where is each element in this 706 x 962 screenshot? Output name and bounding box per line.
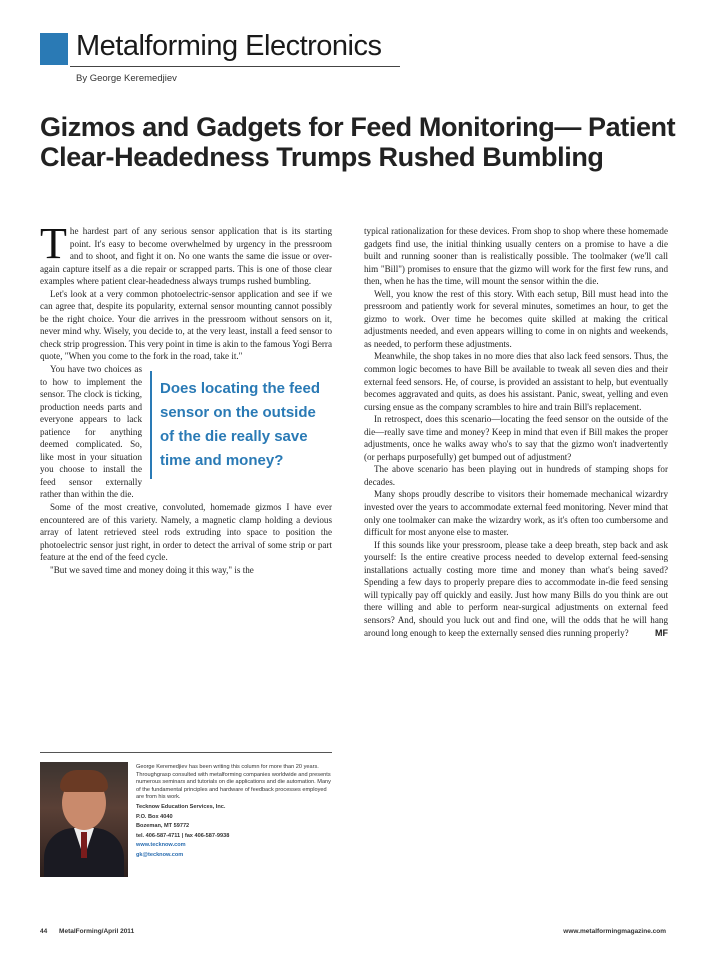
footer-folio — [40, 928, 144, 935]
footer-website[interactable]: www.metalformingmagazine.com — [563, 928, 666, 935]
section-title: Metalforming Electronics — [76, 30, 382, 62]
paragraph: The hardest part of any serious sensor application that is its starting point. It's easy to become overwhelmed by urgency in the pressroom and to shoot, and fight it on. No one wants the same die issue or over-again capture itself as a die repair or scrapped parts. This is one of those clear examples where patient clear-headedness always trumps rushed bumbling. — [40, 219, 332, 287]
page-number: 44 — [40, 928, 48, 935]
paragraph: typical rationalization for these devices. From shop to shop where these homemade gadgets find use, the initial thinking usually centers on a promise to have a die built and running sooner than is realistically possible. The toolmaker (we'll call him "Bill") promises to ensure that the gizmo will work for the first few runs, and then, when he has the time, will mount the sensor within the die. — [364, 226, 668, 287]
article-column-2 — [364, 225, 668, 639]
drop-cap: T — [40, 219, 67, 268]
author-photo — [40, 762, 128, 877]
section-rule — [70, 66, 400, 67]
article-headline: Gizmos and Gadgets for Feed Monitoring— Patient Clear-Headedness Trumps Rushed Bumbling — [40, 112, 676, 172]
bio-website-link[interactable]: www.tecknow.com — [136, 842, 186, 849]
bio-phone: tel. 406-587-4711 | fax 406-587-9938 — [136, 832, 230, 839]
paragraph: Well, you know the rest of this story. With each setup, Bill must head into the pressroom and patiently work for several minutes, sometimes an hour, to get the gizmo to work. Over time he becomes quite skilled at making the critical adjustments needed, and even appears willing to come in on nights and weekends, as needed, to perform these adjustments. — [364, 288, 668, 349]
paragraph: "But we saved time and money doing it this way," is the — [50, 564, 254, 575]
pull-quote: Does locating the feed sensor on the outside of the die really save time and money? — [150, 371, 332, 479]
bio-text: George Keremedjiev has been writing this column for more than 20 years. Throughgrasp consulted with metalforming companies worldwide and presents numerous seminars and tutorials on die applications and die automation. Many of the fundamental principles and hardware of feedback processes employed are from his work. — [136, 764, 331, 801]
paragraph: Let's look at a very common photoelectric-sensor application and see if we can agree that, despite its popularity, external sensor mounting cannot possibly be the right choice. Your die arrives in the pressroom without sensors on it, never mind why. Wisely, you decide to, at the very least, install a feed sensor to check strip progression. This very point in time is akin to the famous Yogi Berra quote, "When you come to the fork in the road, take it." — [40, 288, 332, 362]
bio-email-link[interactable]: gk@tecknow.com — [136, 851, 184, 858]
paragraph: Some of the most creative, convoluted, homemade gizmos I have ever encountered are of this variety. Namely, a magnetic clamp holding a devious array of latent retrieved steel rods extruding into space to position the photoelectric sensor just right, in order to detect the arrival of some strip or part feature at the end of the feed cycle. — [40, 502, 332, 563]
bio-rule — [40, 752, 332, 753]
article-column-1 — [40, 219, 332, 576]
issue-info: MetalForming/April 2011 — [59, 928, 135, 935]
paragraph: The above scenario has been playing out in hundreds of stamping shops for decades. — [364, 464, 668, 487]
paragraph: Does locating the feed sensor on the outside of the die really save time and money? You have two choices as to how to implement the sensor. The clock is ticking, production needs parts and everyone appears to lack patience for anything deemed complicated. So, like most in your situation you choose to install the feed sensor externally rather than within the die. — [40, 363, 332, 501]
bio-address-2: Bozeman, MT 59772 — [136, 823, 190, 830]
byline: By George Keremedjiev — [76, 73, 177, 84]
paragraph: Many shops proudly describe to visitors their homemade mechanical wizardry invested over the years to accommodate external feed monitoring. Never mind that only one toolmaker can make the wizardry work, as it's often too cumbersome and difficult for most anyone else to master. — [364, 489, 668, 538]
paragraph: If this sounds like your pressroom, please take a deep breath, step back and ask yourself: Is the entire creative process needed to develop external feed-sensing installations actually costing more time and money than what's being saved? Spending a few days to properly prepare dies to accommodate in-die feed sensing will typically pay off quickly and easily. Just how many Bills do you think are out there willing and able to perform near-surgical adjustments on external feed sensors? And, should you luck out and find one, will the odds that he will hang around long enough to keep the externally sensed dies running properly? MF — [364, 539, 668, 638]
paragraph: In retrospect, does this scenario—locating the feed sensor on the outside of the die—really save time and money? Keep in mind that even if Bill makes the proper adjustments, once he walks away who's to say that the gizmo won't inadvertently (or perhaps purposefully) get bumped out of adjustment? — [364, 414, 668, 462]
paragraph: Meanwhile, the shop takes in no more dies that also lack feed sensors. Thus, the common logic becomes to have Bill be available to tweak all seven dies and their external feed sensors. He, of course, is provided an assistant to help, but eventually becomes aggravated and quits, as does his assistant. Panic, sweat, yelling and even cursing ensue as the company scrambles to hire and train Bill's replacement. — [364, 351, 668, 412]
bio-company: Tecknow Education Services, Inc. — [136, 803, 226, 810]
section-color-bar — [40, 33, 68, 65]
end-mark: MF — [655, 627, 668, 638]
bio-address-1: P.O. Box 4040 — [136, 813, 173, 820]
author-bio — [136, 764, 334, 860]
